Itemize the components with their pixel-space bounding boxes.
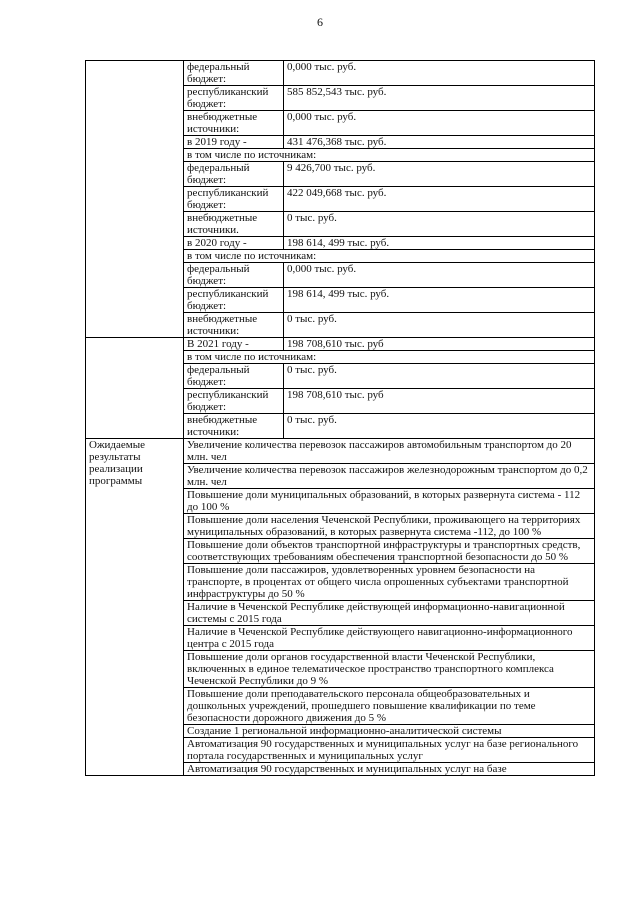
source-label-cell: республиканский бюджет: [184, 187, 284, 212]
source-value-cell: 0 тыс. руб. [284, 364, 595, 389]
source-value-cell: 0 тыс. руб. [284, 414, 595, 439]
result-item-cell: Повышение доли объектов транспортной инфраструктуры и транспортных средств, соответствующих требованиям обеспечения транспортной безопасности до 50 % [184, 539, 595, 564]
source-label-cell: внебюджетные источники: [184, 414, 284, 439]
source-label-cell: внебюджетные источники: [184, 111, 284, 136]
source-value-cell: 422 049,668 тыс. руб. [284, 187, 595, 212]
source-value-cell: 585 852,543 тыс. руб. [284, 86, 595, 111]
source-value-cell: 0,000 тыс. руб. [284, 263, 595, 288]
source-label-cell: федеральный бюджет: [184, 364, 284, 389]
program-passport-table [85, 60, 595, 776]
source-value-cell: 9 426,700 тыс. руб. [284, 162, 595, 187]
source-label-cell: республиканский бюджет: [184, 86, 284, 111]
result-item-cell: Наличие в Чеченской Республике действующего навигационно-информационного центра с 2015 года [184, 626, 595, 651]
sources-header-cell: в том числе по источникам: [184, 250, 595, 263]
source-label-cell: в 2019 году - [184, 136, 284, 149]
source-label-cell: республиканский бюджет: [184, 288, 284, 313]
source-label-cell: в 2020 году - [184, 237, 284, 250]
result-item-cell: Автоматизация 90 государственных и муниципальных услуг на базе [184, 763, 595, 776]
source-value-cell: 0,000 тыс. руб. [284, 111, 595, 136]
result-item-cell: Увеличение количества перевозок пассажиров автомобильным транспортом до 20 млн. чел [184, 439, 595, 464]
page-number: 6 [317, 15, 323, 29]
result-row [86, 439, 595, 464]
source-label-cell: внебюджетные источники. [184, 212, 284, 237]
source-value-cell: 198 614, 499 тыс. руб. [284, 288, 595, 313]
source-value-cell: 198 614, 499 тыс. руб. [284, 237, 595, 250]
result-item-cell: Повышение доли органов государственной власти Чеченской Республики, включенных в единое телематическое пространство транспортного комплекса Чеченской Республики до 9 % [184, 651, 595, 688]
sources-header-cell: в том числе по источникам: [184, 351, 595, 364]
source-value-cell: 198 708,610 тыс. руб [284, 389, 595, 414]
source-label-cell: федеральный бюджет: [184, 263, 284, 288]
result-item-cell: Повышение доли пассажиров, удовлетворенных уровнем безопасности на транспорте, в процентах от общего числа опрошенных субъектами транспортной инфраструктуры до 50 % [184, 564, 595, 601]
results-label-cell: Ожидаемые результаты реализации программы [86, 439, 184, 776]
source-value-cell: 198 708,610 тыс. руб [284, 338, 595, 351]
finance-left-cell [86, 338, 184, 439]
finance-left-cell [86, 61, 184, 338]
source-label-cell: внебюджетные источники: [184, 313, 284, 338]
source-value-cell: 0,000 тыс. руб. [284, 61, 595, 86]
finance-row [86, 338, 595, 351]
source-label-cell: республиканский бюджет: [184, 389, 284, 414]
source-value-cell: 0 тыс. руб. [284, 212, 595, 237]
source-label-cell: В 2021 году - [184, 338, 284, 351]
result-item-cell: Повышение доли населения Чеченской Республики, проживающего на территориях муниципальных образований, в которых развернута система -112, до 100 % [184, 514, 595, 539]
result-item-cell: Повышение доли преподавательского персонала общеобразовательных и дошкольных учреждений, прошедшего повышение квалификации по теме безопасности дорожного движения до 5 % [184, 688, 595, 725]
result-item-cell: Повышение доли муниципальных образований, в которых развернута система - 112 до 100 % [184, 489, 595, 514]
sources-header-cell: в том числе по источникам: [184, 149, 595, 162]
source-label-cell: федеральный бюджет: [184, 61, 284, 86]
result-item-cell: Наличие в Чеченской Республике действующей информационно-навигационной системы с 2015 года [184, 601, 595, 626]
source-label-cell: федеральный бюджет: [184, 162, 284, 187]
result-item-cell: Создание 1 региональной информационно-аналитической системы [184, 725, 595, 738]
result-item-cell: Автоматизация 90 государственных и муниципальных услуг на базе регионального портала государственных и муниципальных услуг [184, 738, 595, 763]
source-value-cell: 0 тыс. руб. [284, 313, 595, 338]
source-value-cell: 431 476,368 тыс. руб. [284, 136, 595, 149]
result-item-cell: Увеличение количества перевозок пассажиров железнодорожным транспортом до 0,2 млн. чел [184, 464, 595, 489]
finance-row [86, 61, 595, 86]
